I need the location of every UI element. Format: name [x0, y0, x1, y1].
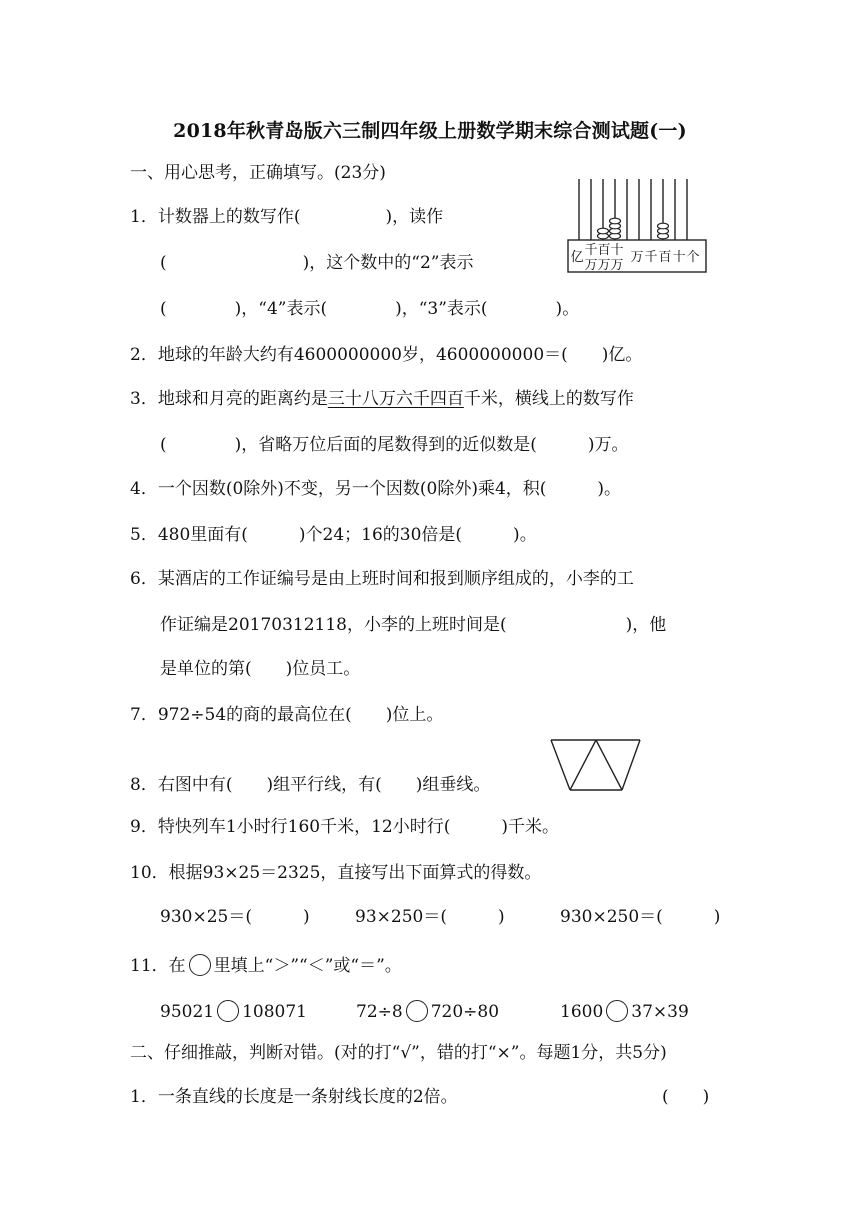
abacus-label-baiwan-1: 百 — [597, 243, 611, 258]
q11-b-right: 720÷80 — [430, 1002, 500, 1022]
section2-heading: 二、仔细推敲，判断对错。(对的打“√”，错的打“×”。每题1分，共5分) — [130, 1043, 667, 1063]
abacus-label-shiwan-2: 万 — [610, 258, 624, 273]
q6-line3: 是单位的第( )位员工。 — [160, 659, 361, 679]
q11-b-left: 72÷8 — [356, 1002, 403, 1022]
q3-prefix: 3．地球和月亮的距离约是 — [130, 389, 328, 409]
q11-a — [160, 1000, 307, 1023]
q9: 9．特快列车1小时行160千米，12小时行( )千米。 — [130, 817, 559, 837]
q10-line1: 10．根据93×25＝2325，直接写出下面算式的得数。 — [130, 863, 542, 883]
q10-a: 930×25＝( ) — [160, 907, 310, 927]
abacus-label-qianwan-1: 千 — [584, 243, 598, 258]
abacus-label-shiwan-1: 十 — [610, 243, 624, 258]
q5: 5．480里面有( )个24；16的30倍是( )。 — [130, 525, 537, 545]
parallel-lines-figure — [550, 738, 642, 792]
q11-c — [560, 1000, 689, 1023]
q1-line2: ( )，这个数中的“2”表示 — [160, 253, 474, 273]
s2-q1-bracket: ( ) — [662, 1087, 710, 1107]
q3-underlined-number: 三十八万六千四百 — [327, 389, 464, 409]
compare-circle-icon — [406, 1000, 428, 1022]
abacus-label-qianwan-2: 万 — [584, 258, 598, 273]
q11-line1 — [130, 954, 402, 977]
q11-prefix: 11．在 — [130, 956, 186, 976]
compare-circle-icon — [606, 1000, 628, 1022]
q8: 8．右图中有( )组平行线，有( )组垂线。 — [130, 775, 491, 795]
q11-a-right: 108071 — [242, 1002, 307, 1022]
q11-c-right: 37×39 — [631, 1002, 689, 1022]
q11-c-left: 1600 — [560, 1002, 604, 1022]
q11-suffix: 里填上“＞”“＜”或“＝”。 — [213, 956, 402, 976]
abacus-label-shi: 十 — [672, 250, 686, 265]
q6-line1: 6．某酒店的工作证编号是由上班时间和报到顺序组成的，小李的工 — [130, 569, 634, 589]
q3-suffix: 千米，横线上的数写作 — [463, 389, 634, 409]
s2-q1: 1．一条直线的长度是一条射线长度的2倍。 — [130, 1087, 458, 1107]
abacus-label-baiwan-2: 万 — [597, 258, 611, 273]
abacus-label-ge: 个 — [686, 250, 700, 265]
abacus-label-wan: 万 — [630, 250, 644, 265]
q1-line3: ( )，“4”表示( )，“3”表示( )。 — [160, 299, 580, 319]
section1-heading: 一、用心思考，正确填写。(23分) — [130, 163, 386, 183]
page-title: 2018年秋青岛版六三制四年级上册数学期末综合测试题(一) — [173, 120, 687, 142]
q2: 2．地球的年龄大约有4600000000岁，4600000000＝( )亿。 — [130, 345, 643, 365]
blank-circle-icon — [189, 954, 211, 976]
q10-c: 930×250＝( ) — [560, 907, 721, 927]
q4: 4．一个因数(0除外)不变，另一个因数(0除外)乘4，积( )。 — [130, 479, 622, 499]
q10-b: 93×250＝( ) — [355, 907, 505, 927]
q11-b — [356, 1000, 499, 1023]
q6-line2: 作证编是20170312118，小李的上班时间是( )，他 — [160, 615, 667, 635]
compare-circle-icon — [217, 1000, 239, 1022]
q11-a-left: 95021 — [160, 1002, 215, 1022]
abacus-figure — [566, 176, 710, 276]
abacus-label-yi: 亿 — [570, 250, 584, 265]
abacus-label-qian: 千 — [644, 250, 658, 265]
abacus-label-bai: 百 — [658, 250, 672, 265]
q1-line1: 1．计数器上的数写作( )，读作 — [130, 207, 444, 227]
q3-line1 — [130, 388, 634, 410]
q3-line2: ( )，省略万位后面的尾数得到的近似数是( )万。 — [160, 435, 629, 455]
q7: 7．972÷54的商的最高位在( )位上。 — [130, 705, 444, 725]
